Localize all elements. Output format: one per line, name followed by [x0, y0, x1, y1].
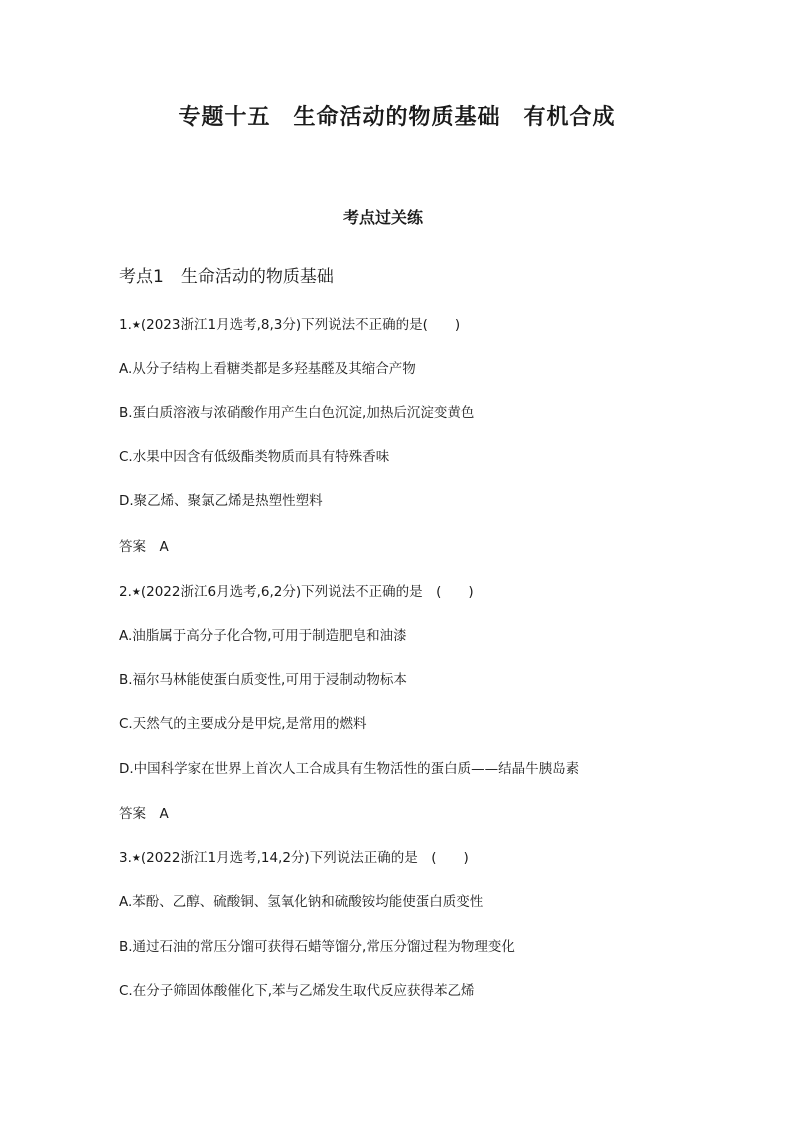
- question-2-stem: [119, 580, 474, 600]
- star-icon: ★: [131, 320, 141, 331]
- question-3-option-c: C.在分子筛固体酸催化下,苯与乙烯发生取代反应获得苯乙烯: [119, 983, 475, 999]
- question-3-option-b: B.通过石油的常压分馏可获得石蜡等馏分,常压分馏过程为物理变化: [119, 939, 515, 955]
- question-1-answer: 答案 A: [119, 539, 169, 555]
- section-title: 考点过关练: [342, 208, 423, 227]
- question-1-option-d: D.聚乙烯、聚氯乙烯是热塑性塑料: [119, 493, 323, 509]
- question-1-option-b: B.蛋白质溶液与浓硝酸作用产生白色沉淀,加热后沉淀变黄色: [119, 405, 475, 421]
- star-icon: ★: [131, 587, 141, 598]
- question-text: (2022浙江1月选考,14,2分)下列说法正确的是 ( ): [140, 850, 469, 866]
- question-1-option-a: A.从分子结构上看糖类都是多羟基醛及其缩合产物: [119, 361, 416, 377]
- question-2-option-d: D.中国科学家在世界上首次人工合成具有生物活性的蛋白质——结晶牛胰岛素: [119, 761, 580, 777]
- question-2-option-a: A.油脂属于高分子化合物,可用于制造肥皂和油漆: [119, 628, 407, 644]
- question-2-option-b: B.福尔马林能使蛋白质变性,可用于浸制动物标本: [119, 672, 407, 688]
- question-1-stem: [119, 313, 460, 333]
- question-number: 2.: [119, 584, 132, 600]
- question-number: 3.: [119, 850, 132, 866]
- question-number: 1.: [119, 317, 132, 333]
- question-2-answer: 答案 A: [119, 806, 169, 822]
- question-3-option-a: A.苯酚、乙醇、硫酸铜、氢氧化钠和硫酸铵均能使蛋白质变性: [119, 894, 484, 910]
- document-title: 专题十五 生命活动的物质基础 有机合成: [178, 105, 616, 130]
- question-3-stem: [119, 846, 469, 866]
- exam-point-title: 考点1 生命活动的物质基础: [119, 267, 334, 287]
- question-2-option-c: C.天然气的主要成分是甲烷,是常用的燃料: [119, 716, 367, 732]
- question-text: (2023浙江1月选考,8,3分)下列说法不正确的是( ): [140, 317, 461, 333]
- question-text: (2022浙江6月选考,6,2分)下列说法不正确的是 ( ): [140, 584, 474, 600]
- question-1-option-c: C.水果中因含有低级酯类物质而具有特殊香味: [119, 449, 390, 465]
- star-icon: ★: [131, 853, 141, 864]
